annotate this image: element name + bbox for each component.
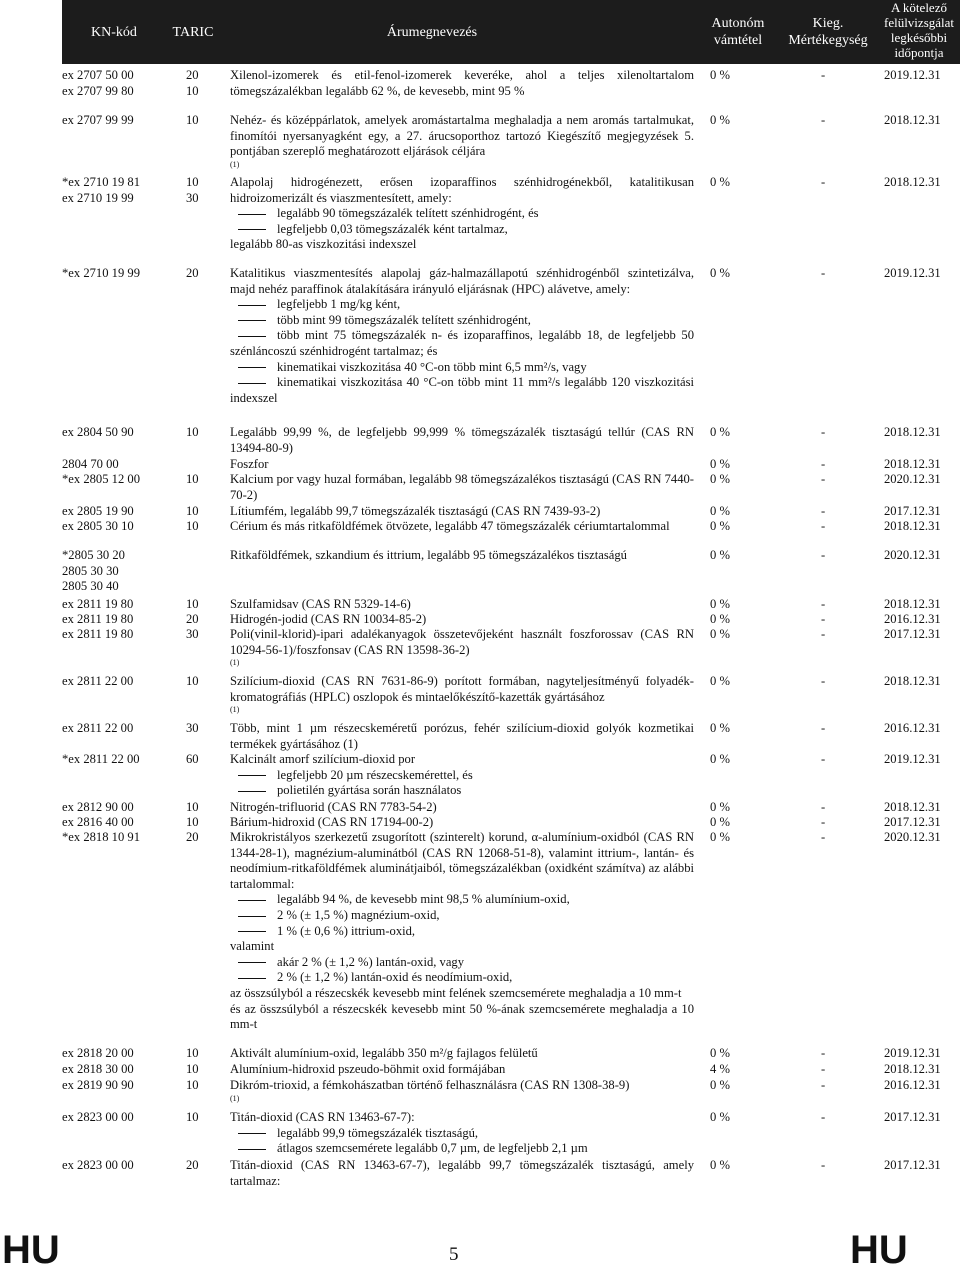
- footnote-ref: (1): [230, 159, 240, 169]
- description-text: Alumínium-hidroxid pszeudo-böhmit oxid formájában: [230, 1062, 506, 1076]
- header-autonom: Autonóm vámtétel: [711, 16, 765, 48]
- taric-code: [186, 674, 216, 690]
- footnote-ref: (1): [230, 658, 240, 668]
- supplementary-unit: -: [821, 1062, 826, 1076]
- taric-code: [186, 800, 216, 816]
- taric-code: [186, 1078, 216, 1094]
- description-bullet: 2 % (± 1,5 %) magnézium-oxid,: [230, 908, 694, 924]
- dash-mark: [238, 978, 266, 979]
- taric-code-line: 10: [186, 1078, 199, 1092]
- kn-code-line: ex 2707 99 99: [62, 113, 134, 127]
- duty-rate: 0 %: [710, 113, 730, 127]
- taric-code: [186, 68, 216, 99]
- review-date: 2017.12.31: [884, 627, 941, 641]
- kn-code-line: ex 2818 20 00: [62, 1046, 134, 1060]
- description: [230, 1158, 694, 1189]
- taric-code: [186, 504, 216, 520]
- duty-rate: 0 %: [710, 504, 730, 518]
- kn-code-line: *ex 2818 10 91: [62, 830, 141, 844]
- kn-code-line: 2805 30 30: [62, 563, 119, 578]
- kn-code-line: ex 2811 22 00: [62, 674, 134, 688]
- duty-rate: 0 %: [710, 1046, 730, 1060]
- kn-code: [62, 597, 160, 613]
- duty-rate: 0 %: [710, 1110, 730, 1124]
- kn-code-line: ex 2823 00 00: [62, 1110, 134, 1124]
- taric-code: [186, 752, 216, 768]
- taric-code-line: 10: [186, 815, 199, 829]
- footnote-ref: (1): [230, 705, 240, 715]
- taric-code-line: 10: [186, 674, 199, 688]
- duty-rate: 0 %: [710, 830, 730, 844]
- taric-code-line: 20: [186, 266, 199, 280]
- review-date: 2018.12.31: [884, 457, 941, 471]
- header-kn: KN-kód: [91, 25, 137, 40]
- taric-code: [186, 113, 216, 129]
- taric-code-line: 20: [186, 68, 199, 82]
- kn-code-line: ex 2811 19 80: [62, 597, 134, 611]
- description: [230, 68, 694, 99]
- taric-code-line: 10: [186, 504, 199, 518]
- description: [230, 1110, 694, 1157]
- supplementary-unit: -: [821, 1078, 826, 1092]
- kn-code-line: ex 2811 22 00: [62, 721, 134, 735]
- kn-code-line: ex 2811 19 80: [62, 612, 134, 626]
- description: [230, 721, 694, 752]
- kn-code: [62, 68, 160, 99]
- description: [230, 752, 694, 799]
- supplementary-unit: -: [821, 504, 826, 518]
- dash-mark: [238, 791, 266, 792]
- description-text: Szilícium-dioxid (CAS RN 7631-86-9) porított formában, nagyteljesítményű folyadék-kromatográfiás (HPLC) oszlopok és mintaelőkészítő-kazetták gyártásához: [230, 674, 694, 704]
- description: [230, 830, 694, 1033]
- taric-code-line: 10: [186, 113, 199, 127]
- taric-code: [186, 721, 216, 737]
- description: [230, 457, 694, 473]
- kn-code-line: *ex 2811 22 00: [62, 752, 140, 766]
- description-text: Titán-dioxid (CAS RN 13463-67-7), legalább 99,7 tömegszázalék tisztaságú, amely tartalmaz:: [230, 1158, 694, 1188]
- kn-code: [62, 425, 160, 441]
- review-date: 2018.12.31: [884, 113, 941, 127]
- taric-code-line: 20: [186, 830, 199, 844]
- supplementary-unit: -: [821, 830, 826, 844]
- dash-mark: [238, 336, 266, 337]
- taric-code-line: 30: [186, 627, 199, 641]
- description-text: Bárium-hidroxid (CAS RN 17194-00-2): [230, 815, 434, 829]
- description-bullet: több mint 99 tömegszázalék telített szénhidrogént,: [230, 313, 694, 329]
- description: [230, 113, 694, 169]
- description-bullet: legalább 90 tömegszázalék telített szénhidrogént, és: [230, 206, 694, 222]
- footnote-ref: (1): [230, 1093, 240, 1103]
- supplementary-unit: -: [821, 752, 826, 766]
- dash-mark: [238, 367, 266, 368]
- kn-code-line: ex 2710 19 99: [62, 190, 134, 205]
- description-text: Alapolaj hidrogénezett, erősen izoparaffinos szénhidrogénekből, katalitikusan hidroizomerizált és viaszmentesített, amely:: [230, 175, 694, 205]
- description-text: Legalább 99,99 %, de legfeljebb 99,999 % tömegszázalék tisztaságú tellúr (CAS RN 13494-80-9): [230, 425, 694, 455]
- taric-code-line: 10: [186, 175, 199, 189]
- kn-code: [62, 472, 160, 488]
- review-date: 2018.12.31: [884, 425, 941, 439]
- description-text: Titán-dioxid (CAS RN 13463-67-7):: [230, 1110, 415, 1124]
- kn-code: [62, 1110, 160, 1126]
- kn-code-line: ex 2805 19 90: [62, 504, 134, 518]
- duty-rate: 0 %: [710, 752, 730, 766]
- description-bullet: polietilén gyártása során használatos: [230, 783, 694, 799]
- supplementary-unit: -: [821, 1158, 826, 1172]
- review-date: 2017.12.31: [884, 1110, 941, 1124]
- table-header: [62, 0, 960, 64]
- description: [230, 627, 694, 667]
- review-date: 2020.12.31: [884, 472, 941, 486]
- description-bullet: legfeljebb 1 mg/kg ként,: [230, 297, 694, 313]
- supplementary-unit: -: [821, 175, 826, 189]
- supplementary-unit: -: [821, 674, 826, 688]
- review-date: 2017.12.31: [884, 815, 941, 829]
- duty-rate: 0 %: [710, 674, 730, 688]
- duty-rate: 0 %: [710, 175, 730, 189]
- supplementary-unit: -: [821, 1046, 826, 1060]
- description-text: Dikróm-trioxid, a fémkohászatban történő felhasználásra (CAS RN 1308-38-9): [230, 1078, 630, 1092]
- supplementary-unit: -: [821, 627, 826, 641]
- taric-code: [186, 1110, 216, 1126]
- taric-code: [186, 425, 216, 441]
- taric-code: [186, 1046, 216, 1062]
- kn-code-line: 2805 30 40: [62, 579, 119, 594]
- duty-rate: 0 %: [710, 266, 730, 280]
- taric-code-line: 60: [186, 752, 199, 766]
- footer-left: HU: [2, 1228, 60, 1272]
- description-text: Katalitikus viaszmentesítés alapolaj gáz-halmazállapotú szénhidrogénből szintetizálva, majd nehéz paraffinok átalakítására irányuló eljárásnak (HPC) alávetve, amely:: [230, 266, 694, 296]
- duty-rate: 0 %: [710, 800, 730, 814]
- description-text: Mikrokristályos szerkezetű zsugorított (szinterelt) korund, α-alumínium-oxidból (CAS RN 1344-28-1), magnézium-aluminátból (CAS RN 12068-51-8), valamint ittrium-, lantán- és neodímium-ritkaföldfémek aluminátjaiból, tömegszázalékban (oxidként számítva) az alábbi tartalommal:: [230, 830, 694, 891]
- supplementary-unit: -: [821, 815, 826, 829]
- description-text: valamint: [230, 939, 275, 954]
- kn-code-line: ex 2818 30 00: [62, 1062, 134, 1076]
- description-text: és az összsúlyból a részecskék kevesebb mint 50 %-ának szemcsemérete meghaladja a 10 mm-t: [230, 1001, 694, 1032]
- review-date: 2016.12.31: [884, 721, 941, 735]
- review-date: 2020.12.31: [884, 830, 941, 844]
- taric-code-line: 20: [186, 612, 199, 626]
- dash-mark: [238, 214, 266, 215]
- review-date: 2017.12.31: [884, 1158, 941, 1172]
- description-bullet: több mint 75 tömegszázalék n- és izoparaffinos, legalább 18, de legfeljebb 50 szénláncoszú szénhidrogént tartalmaz; és: [230, 328, 694, 358]
- description: [230, 504, 694, 520]
- review-date: 2020.12.31: [884, 548, 941, 562]
- dash-mark: [238, 383, 266, 384]
- description-text: Nitrogén-trifluorid (CAS RN 7783-54-2): [230, 800, 437, 814]
- taric-code-line: 10: [186, 800, 199, 814]
- kn-code: [62, 504, 160, 520]
- duty-rate: 0 %: [710, 519, 730, 533]
- supplementary-unit: -: [821, 519, 826, 533]
- taric-code-line: 10: [186, 1046, 199, 1060]
- duty-rate: 4 %: [710, 1062, 730, 1076]
- dash-mark: [238, 775, 266, 776]
- header-date: A kötelező felülvizsgálat legkésőbbi időpontja: [883, 0, 955, 60]
- description-bullet: 2 % (± 1,2 %) lantán-oxid és neodímium-oxid,: [230, 970, 694, 986]
- review-date: 2018.12.31: [884, 597, 941, 611]
- description-text: legalább 80-as viszkozitási indexszel: [230, 237, 417, 252]
- description: [230, 1078, 694, 1103]
- taric-code-line: 10: [186, 83, 199, 98]
- description-text: Kalcinált amorf szilícium-dioxid por: [230, 752, 416, 766]
- description: [230, 674, 694, 714]
- taric-code: [186, 815, 216, 831]
- dash-mark: [238, 1133, 266, 1134]
- taric-code: [186, 1158, 216, 1174]
- kn-code: [62, 519, 160, 535]
- kn-code: [62, 1158, 160, 1174]
- review-date: 2018.12.31: [884, 519, 941, 533]
- taric-code: [186, 612, 216, 628]
- kn-code: [62, 627, 160, 643]
- taric-code-line: 10: [186, 597, 199, 611]
- header-desc: Árumegnevezés: [386, 25, 478, 40]
- supplementary-unit: -: [821, 425, 826, 439]
- description: [230, 815, 694, 831]
- kn-code-line: ex 2804 50 90: [62, 425, 134, 439]
- description: [230, 425, 694, 456]
- review-date: 2019.12.31: [884, 1046, 941, 1060]
- description: [230, 597, 694, 613]
- kn-code-line: ex 2823 00 00: [62, 1158, 134, 1172]
- kn-code: [62, 800, 160, 816]
- description-bullet: legalább 94 %, de kevesebb mint 98,5 % alumínium-oxid,: [230, 892, 694, 908]
- description-bullet: 1 % (± 0,6 %) ittrium-oxid,: [230, 924, 694, 940]
- review-date: 2018.12.31: [884, 800, 941, 814]
- description-bullet: akár 2 % (± 1,2 %) lantán-oxid, vagy: [230, 955, 694, 971]
- description-bullet: legalább 99,9 tömegszázalék tisztaságú,: [230, 1126, 694, 1142]
- duty-rate: 0 %: [710, 721, 730, 735]
- kn-code-line: ex 2812 90 00: [62, 800, 134, 814]
- description-text: Aktivált alumínium-oxid, legalább 350 m²/g fajlagos felületű: [230, 1046, 538, 1060]
- supplementary-unit: -: [821, 266, 826, 280]
- description: [230, 266, 694, 406]
- taric-code: [186, 472, 216, 488]
- review-date: 2016.12.31: [884, 1078, 941, 1092]
- description: [230, 1046, 694, 1062]
- description-text: Hidrogén-jodid (CAS RN 10034-85-2): [230, 612, 427, 626]
- review-date: 2018.12.31: [884, 674, 941, 688]
- supplementary-unit: -: [821, 597, 826, 611]
- kn-code: [62, 752, 160, 768]
- description: [230, 1062, 694, 1078]
- kn-code: [62, 815, 160, 831]
- taric-code-line: 30: [186, 721, 199, 735]
- description-bullet: kinematikai viszkozitása 40 °C-on több mint 6,5 mm²/s, vagy: [230, 360, 694, 376]
- duty-rate: 0 %: [710, 612, 730, 626]
- dash-mark: [238, 931, 266, 932]
- header-kieg: Kieg. Mértékegység: [788, 16, 868, 48]
- duty-rate: 0 %: [710, 457, 730, 471]
- kn-code-line: ex 2811 19 80: [62, 627, 134, 641]
- kn-code: [62, 113, 160, 129]
- kn-code: [62, 612, 160, 628]
- supplementary-unit: -: [821, 457, 826, 471]
- kn-code: [62, 1046, 160, 1062]
- duty-rate: 0 %: [710, 425, 730, 439]
- description-bullet: legfeljebb 0,03 tömegszázalék ként tartalmaz,: [230, 222, 694, 238]
- description-text: Poli(vinil-klorid)-ipari adalékanyagok összetevőjeként használt foszforossav (CAS RN 10294-56-1)/foszfonsav (CAS RN 13598-36-2): [230, 627, 694, 657]
- review-date: 2019.12.31: [884, 266, 941, 280]
- taric-code-line: 10: [186, 1062, 199, 1076]
- kn-code: [62, 1062, 160, 1078]
- review-date: 2017.12.31: [884, 504, 941, 518]
- kn-code: [62, 721, 160, 737]
- footer-right: HU: [850, 1228, 908, 1272]
- description: [230, 175, 694, 253]
- kn-code-line: ex 2707 99 80: [62, 83, 134, 98]
- kn-code-line: ex 2707 50 00: [62, 68, 134, 82]
- description-bullet: átlagos szemcsemérete legalább 0,7 µm, de legfeljebb 2,1 µm: [230, 1141, 694, 1157]
- kn-code: [62, 175, 160, 206]
- dash-mark: [238, 229, 266, 230]
- supplementary-unit: -: [821, 472, 826, 486]
- kn-code: [62, 830, 160, 846]
- dash-mark: [238, 320, 266, 321]
- dash-mark: [238, 962, 266, 963]
- taric-code: [186, 1062, 216, 1078]
- taric-code-line: 10: [186, 425, 199, 439]
- description-text: Cérium és más ritkaföldfémek ötvözete, legalább 47 tömegszázalék cériumtartalommal: [230, 519, 670, 533]
- kn-code: [62, 674, 160, 690]
- review-date: 2019.12.31: [884, 752, 941, 766]
- taric-code: [186, 627, 216, 643]
- description: [230, 800, 694, 816]
- description: [230, 612, 694, 628]
- review-date: 2016.12.31: [884, 612, 941, 626]
- kn-code-line: ex 2819 90 90: [62, 1078, 134, 1092]
- kn-code-line: *ex 2805 12 00: [62, 472, 141, 486]
- description: [230, 548, 694, 564]
- page-number: 5: [449, 1244, 459, 1265]
- taric-code: [186, 830, 216, 846]
- supplementary-unit: -: [821, 612, 826, 626]
- taric-code-line: 10: [186, 519, 199, 533]
- description-text: az összsúlyból a részecskék kevesebb mint felének szemcsemérete meghaladja a 10 mm-t: [230, 985, 682, 1000]
- dash-mark: [238, 1149, 266, 1150]
- kn-code-line: ex 2805 30 10: [62, 519, 134, 533]
- supplementary-unit: -: [821, 113, 826, 127]
- taric-code-line: 20: [186, 1158, 199, 1172]
- kn-code-line: *ex 2710 19 81: [62, 175, 141, 189]
- description-text: Szulfamidsav (CAS RN 5329-14-6): [230, 597, 411, 611]
- supplementary-unit: -: [821, 800, 826, 814]
- header-taric: TARIC: [172, 25, 214, 40]
- kn-code: [62, 266, 160, 282]
- description-bullet: kinematikai viszkozitása 40 °C-on több mint 11 mm²/s legalább 120 viszkozitási indexszel: [230, 375, 694, 405]
- description-bullet: legfeljebb 20 µm részecskemérettel, és: [230, 768, 694, 784]
- duty-rate: 0 %: [710, 815, 730, 829]
- description-text: Több, mint 1 µm részecskeméretű porózus, fehér szilícium-dioxid golyók kozmetikai termékek gyártásához (1): [230, 721, 694, 751]
- taric-code: [186, 597, 216, 613]
- kn-code: [62, 1078, 160, 1094]
- review-date: 2018.12.31: [884, 1062, 941, 1076]
- duty-rate: 0 %: [710, 627, 730, 641]
- kn-code-line: *2805 30 20: [62, 548, 125, 562]
- dash-mark: [238, 916, 266, 917]
- description-text: Lítiumfém, legalább 99,7 tömegszázalék tisztaságú (CAS RN 7439-93-2): [230, 504, 601, 518]
- supplementary-unit: -: [821, 68, 826, 82]
- description-text: Nehéz- és középpárlatok, amelyek aromástartalma meghaladja a nem aromás tartalmukat, finomítói nyersanyagként egy, a 27. árucsoporthoz tartozó Kiegészítő megjegyzések 5. pontjában szereplő meghatározott eljárások céljára: [230, 113, 694, 159]
- dash-mark: [238, 305, 266, 306]
- review-date: 2019.12.31: [884, 68, 941, 82]
- supplementary-unit: -: [821, 1110, 826, 1124]
- taric-code-line: 30: [186, 190, 199, 205]
- duty-rate: 0 %: [710, 68, 730, 82]
- kn-code-line: ex 2816 40 00: [62, 815, 134, 829]
- supplementary-unit: -: [821, 548, 826, 562]
- taric-code: [186, 175, 216, 206]
- description-text: Ritkaföldfémek, szkandium és ittrium, legalább 95 tömegszázalékos tisztaságú: [230, 548, 627, 562]
- supplementary-unit: -: [821, 721, 826, 735]
- taric-code: [186, 519, 216, 535]
- taric-code: [186, 266, 216, 282]
- kn-code-line: *ex 2710 19 99: [62, 266, 141, 280]
- duty-rate: 0 %: [710, 472, 730, 486]
- taric-code-line: 10: [186, 1110, 199, 1124]
- description: [230, 472, 694, 503]
- description: [230, 519, 694, 535]
- dash-mark: [238, 900, 266, 901]
- duty-rate: 0 %: [710, 1158, 730, 1172]
- description-text: Foszfor: [230, 457, 269, 471]
- kn-code: [62, 548, 160, 595]
- duty-rate: 0 %: [710, 548, 730, 562]
- kn-code: [62, 457, 160, 473]
- description-text: Xilenol-izomerek és etil-fenol-izomerek keveréke, ahol a teljes xilenoltartalom tömegszázalékban legalább 62 %, de kevesebb, mint 95 %: [230, 68, 694, 98]
- duty-rate: 0 %: [710, 597, 730, 611]
- kn-code-line: 2804 70 00: [62, 457, 119, 471]
- description-text: Kalcium por vagy huzal formában, legalább 98 tömegszázalékos tisztaságú (CAS RN 7440-70-2): [230, 472, 694, 502]
- taric-code-line: 10: [186, 472, 199, 486]
- review-date: 2018.12.31: [884, 175, 941, 189]
- duty-rate: 0 %: [710, 1078, 730, 1092]
